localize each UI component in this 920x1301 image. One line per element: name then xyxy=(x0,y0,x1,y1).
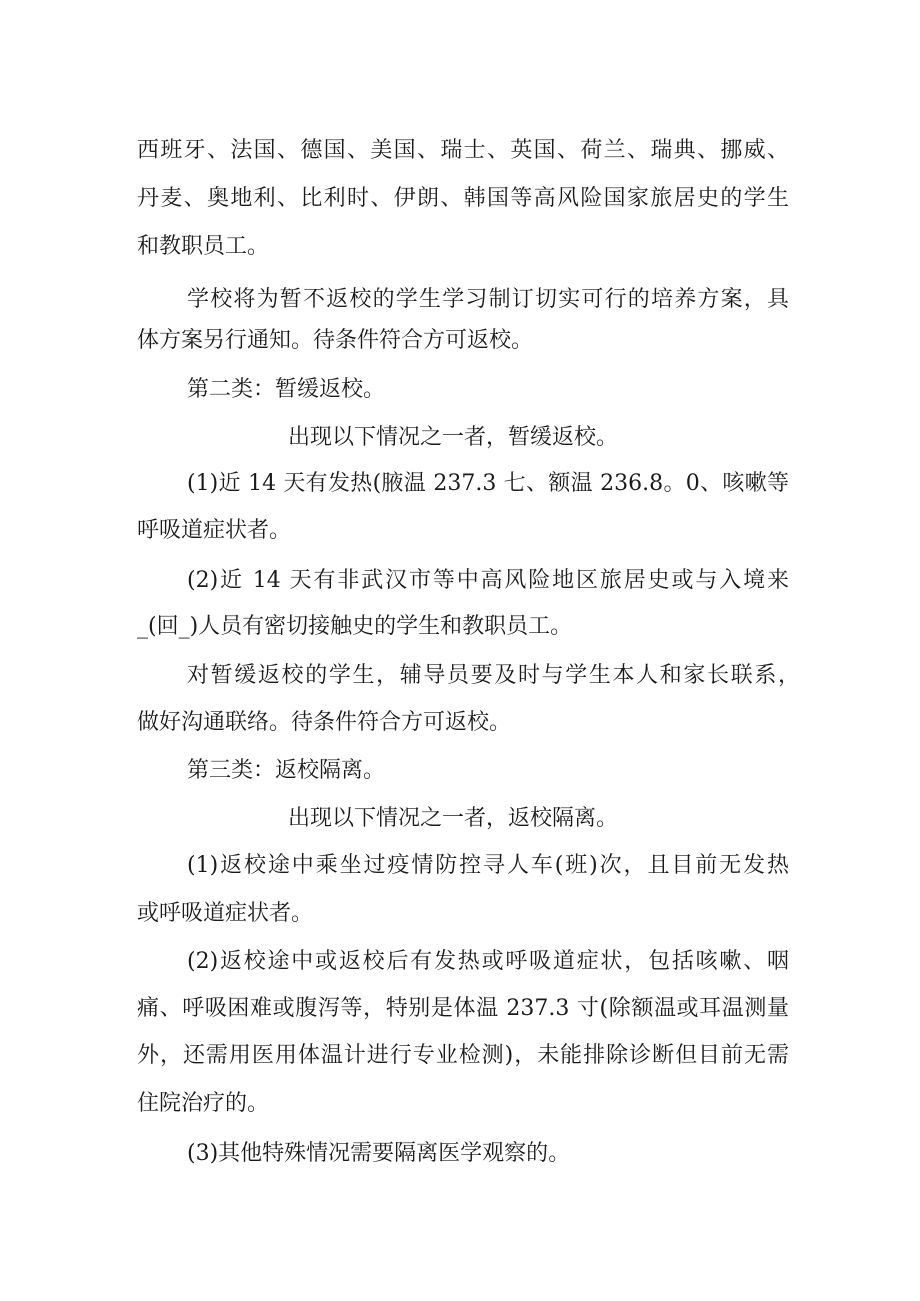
text-line: 或呼吸道症状者。 xyxy=(137,901,314,926)
text-line: 住院治疗的。 xyxy=(137,1091,270,1116)
text-line: 西班牙、法国、德国、美国、瑞士、英国、荷兰、瑞典、挪威、 xyxy=(137,138,789,163)
text-line: _(回_)人员有密切接触史的学生和教职员工。 xyxy=(137,614,573,639)
text-line: 体方案另行通知。待条件符合方可返校。 xyxy=(137,328,534,353)
text-line: 对暂缓返校的学生，辅导员要及时与学生本人和家长联系， xyxy=(187,663,800,688)
text-line: (2)近 14 天有非武汉市等中高风险地区旅居史或与入境来 xyxy=(187,568,789,593)
subheading-centered: 出现以下情况之一者，暂缓返校。 xyxy=(288,425,619,450)
text-line: 和教职员工。 xyxy=(137,234,270,259)
section-heading: 第二类：暂缓返校。 xyxy=(187,377,386,402)
text-line: 痛、呼吸困难或腹泻等，特别是体温 237.3 寸(除额温或耳温测量 xyxy=(137,996,789,1021)
text-line: (1)返校途中乘坐过疫情防控寻人车(班)次，且目前无发热 xyxy=(187,853,789,878)
text-line: 呼吸道症状者。 xyxy=(137,518,292,543)
text-line: 学校将为暂不返校的学生学习制订切实可行的培养方案，具 xyxy=(187,287,789,312)
text-line: 丹麦、奥地利、比利时、伊朗、韩国等高风险国家旅居史的学生 xyxy=(137,186,789,211)
text-line: (1)近 14 天有发热(腋温 237.3 七、额温 236.8。0、咳嗽等 xyxy=(187,471,789,496)
text-line: 外，还需用医用体温计进行专业检测)，未能排除诊断但目前无需 xyxy=(137,1043,789,1068)
text-line: (3)其他特殊情况需要隔离医学观察的。 xyxy=(187,1141,571,1166)
text-line: 做好沟通联络。待条件符合方可返校。 xyxy=(137,710,512,735)
text-line: (2)返校途中或返校后有发热或呼吸道症状，包括咳嗽、咽 xyxy=(187,949,789,974)
subheading-centered: 出现以下情况之一者，返校隔离。 xyxy=(288,806,619,831)
section-heading: 第三类：返校隔离。 xyxy=(187,758,386,783)
